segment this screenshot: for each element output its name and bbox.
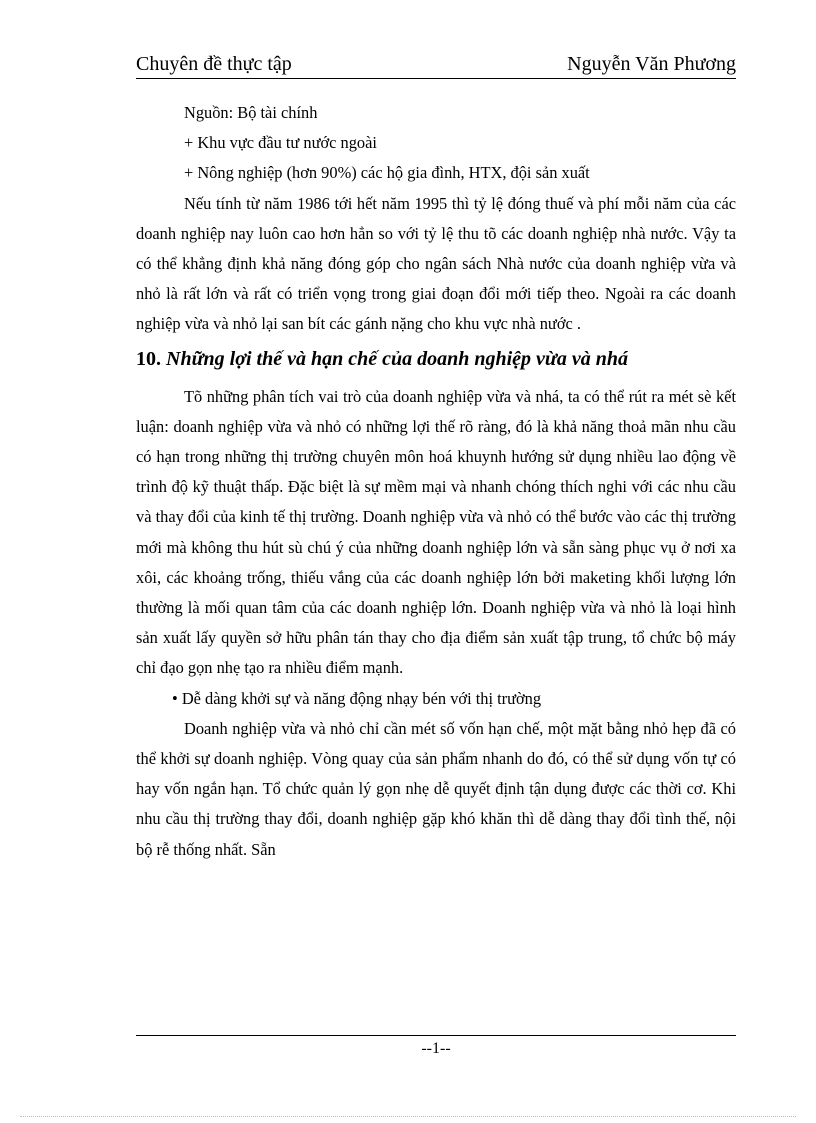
section-title: Những lợi thế và hạn chế của doanh nghiệp vừa và nhá	[166, 347, 628, 370]
paragraph-advantages: Tõ những phân tích vai trò của doanh nghiệp vừa và nhá, ta có thể rút ra mét sè kết luận: doanh nghiệp vừa và nhỏ có những lợi thế rõ ràng, đó là khả năng thoả mãn nhu cầu có hạn trong những thị trường chuyên môn hoá khuynh hướng sử dụng nhiều lao động về trình độ kỹ thuật thấp. Đặc biệt là sự mềm mại và nhanh chóng thích nghi với các nhu cầu và thay đổi của kinh tế thị trường. Doanh nghiệp vừa và nhỏ có thể bước vào các thị trường mới mà không thu hút sù chú ý của những doanh nghiệp lớn và sẵn sàng phục vụ ở nơi xa xôi, các khoảng trống, thiếu vắng của các doanh nghiệp lớn bởi maketing khối lượng lớn thường là mối quan tâm của các doanh nghiệp lớn. Doanh nghiệp vừa và nhỏ là loại hình sản xuất lấy quyền sở hữu phân tán thay cho địa điểm sản xuất tập trung, tổ chức bộ máy chỉ đạo gọn nhẹ tạo ra nhiều điểm mạnh.	[136, 386, 736, 678]
page-header	[136, 46, 736, 79]
page-bottom-divider	[20, 1116, 796, 1117]
page-number: --1--	[421, 1040, 451, 1057]
header-author: Nguyễn Văn Phương	[567, 53, 736, 75]
section-heading	[136, 342, 736, 376]
document-body	[136, 98, 736, 865]
list-item-agriculture: + Nông nghiệp (hơn 90%) các hộ gia đình, HTX, đội sản xuất	[184, 163, 590, 183]
section-number: 10.	[136, 347, 161, 370]
bullet-easy-start: • Dễ dàng khởi sự và năng động nhạy bén với thị trường	[172, 688, 542, 708]
paragraph-small-capital: Doanh nghiệp vừa và nhỏ chỉ cần mét số vốn hạn chế, một mặt bằng nhỏ hẹp đã có thể khởi sự doanh nghiệp. Vòng quay của sản phẩm nhanh do đó, có thể sử dụng vốn tự có hay vốn ngắn hạn. Tổ chức quản lý gọn nhẹ dễ quyết định tận dụng được các thời cơ. Khi nhu cầu thị trường thay đổi, doanh nghiệp gặp khó khăn thì dễ dàng thay đổi tình thế, nội bộ rễ thống nhất. Sẵn	[136, 718, 736, 859]
source-line: Nguồn: Bộ tài chính	[184, 103, 318, 122]
list-item-foreign-investment: + Khu vực đầu tư nước ngoài	[184, 133, 377, 153]
page-footer	[136, 1035, 736, 1058]
header-title: Chuyên đề thực tập	[136, 53, 292, 75]
paragraph-tax-contribution: Nếu tính từ năm 1986 tới hết năm 1995 thì tỷ lệ đóng thuế và phí mỗi năm của các doanh nghiệp nay luôn cao hơn hẳn so với tỷ lệ thu tõ các doanh nghiệp nhà nước. Vậy ta có thể khẳng định khả năng đóng góp cho ngân sách Nhà nước của doanh nghiệp vừa và nhỏ là rất lớn và rất có triển vọng trong giai đoạn đổi mới tiếp theo. Ngoài ra các doanh nghiệp vừa và nhỏ lại san bít các gánh nặng cho khu vực nhà nước .	[136, 193, 736, 334]
